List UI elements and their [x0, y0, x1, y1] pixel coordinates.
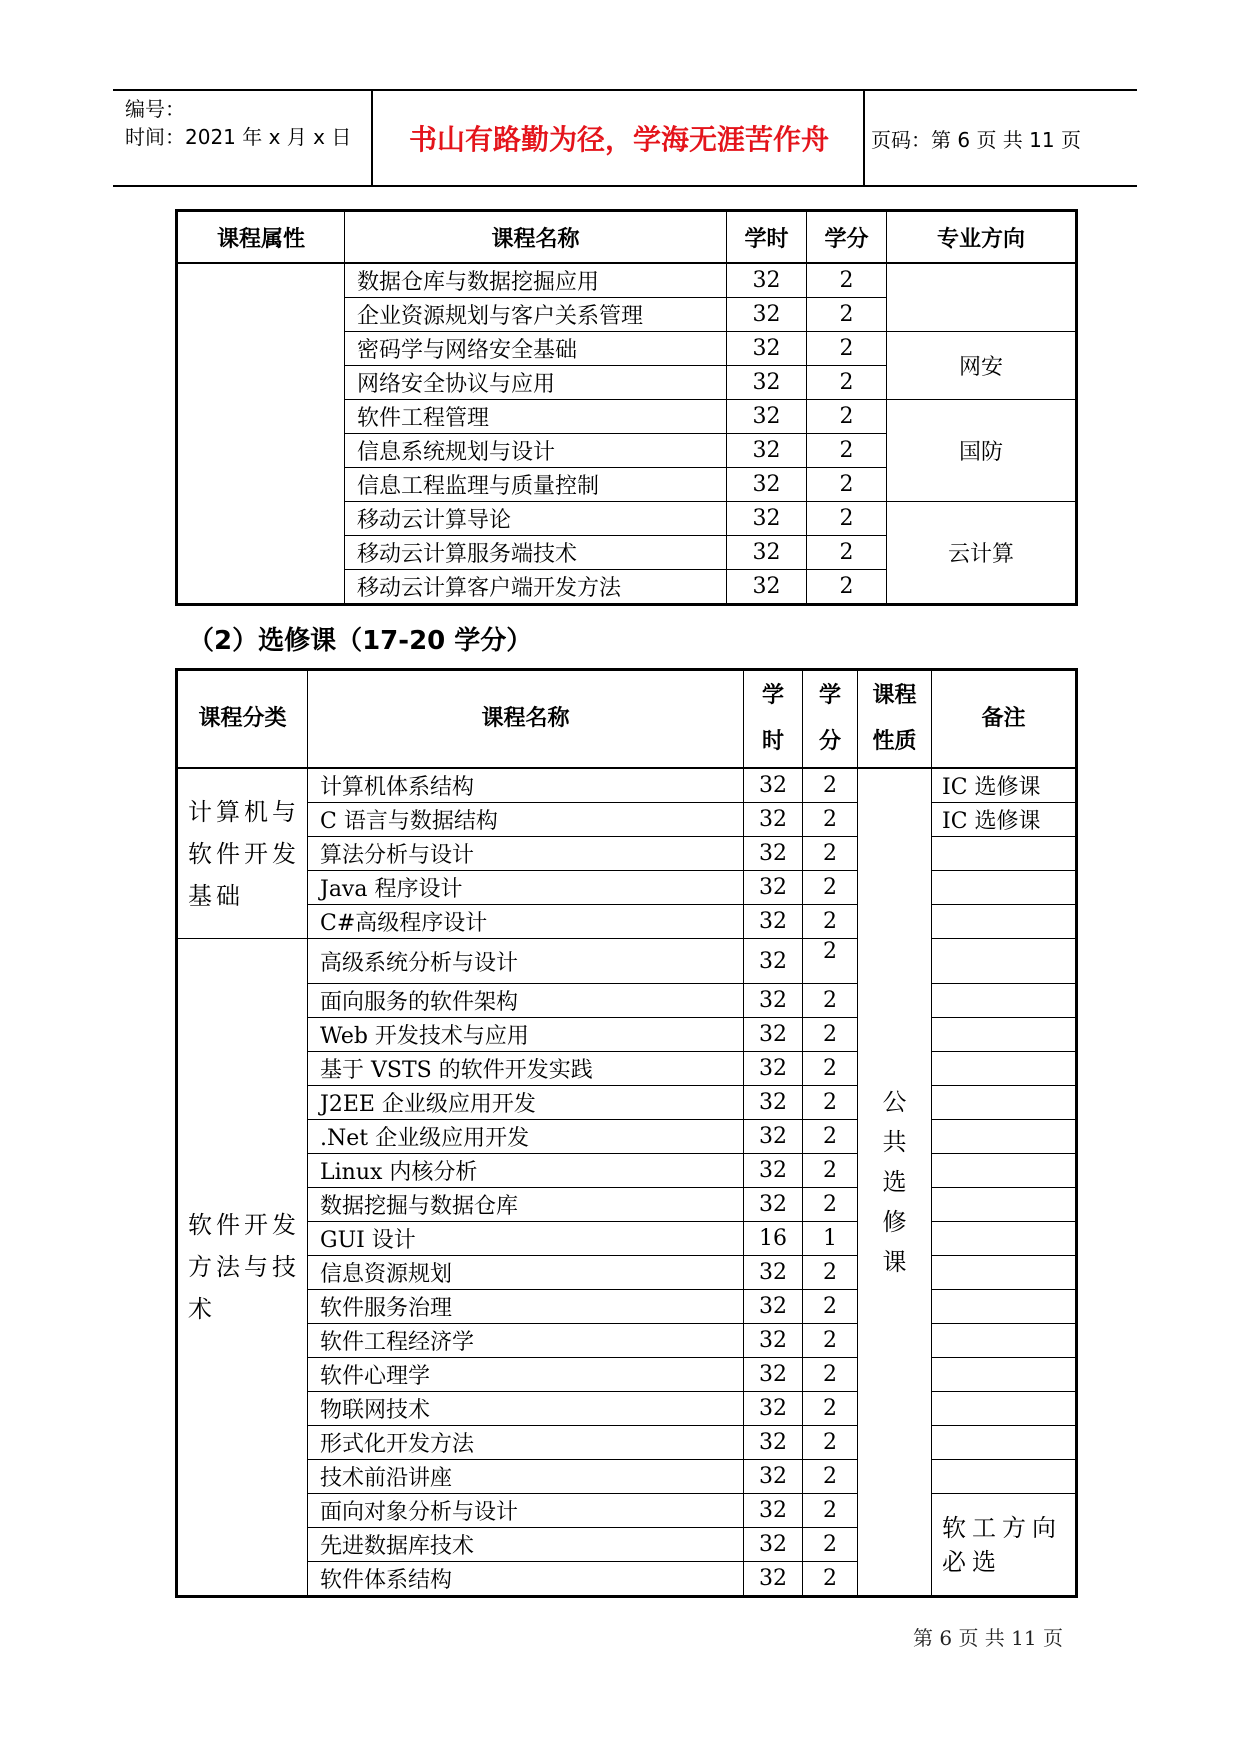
- course-credits: 2: [803, 1426, 858, 1460]
- col-header-hours: 学时: [727, 211, 807, 264]
- table-row: [177, 905, 1077, 939]
- table-header-row: [177, 670, 1077, 769]
- course-credits: 2: [803, 1562, 858, 1597]
- course-hours: 16: [744, 1222, 803, 1256]
- table-row: [177, 1358, 1077, 1392]
- nature-cell: [858, 768, 932, 1597]
- note-cell: [932, 1222, 1077, 1256]
- course-name: GUI 设计: [308, 1222, 744, 1256]
- table-row: [177, 1256, 1077, 1290]
- course-name: 信息资源规划: [308, 1256, 744, 1290]
- course-hours: 32: [744, 1120, 803, 1154]
- course-name: 企业资源规划与客户关系管理: [345, 298, 727, 332]
- course-credits: 2: [803, 871, 858, 905]
- col-header-attribute: 课程属性: [177, 211, 345, 264]
- col-header-credits: 学分: [807, 211, 887, 264]
- nature-text: 公共选修课: [882, 1088, 907, 1276]
- note-cell: [932, 1188, 1077, 1222]
- note-cell: [932, 871, 1077, 905]
- course-credits: 2: [807, 468, 887, 502]
- course-hours: 32: [744, 1018, 803, 1052]
- course-credits: 2: [807, 366, 887, 400]
- doc-number-label: 编号：: [125, 97, 185, 121]
- course-credits: 2: [803, 1494, 858, 1528]
- note-cell: [932, 1120, 1077, 1154]
- note-cell: [932, 1052, 1077, 1086]
- course-credits: 1: [803, 1222, 858, 1256]
- course-credits: 2: [807, 536, 887, 570]
- required-note-cell: 软工方向必选: [932, 1494, 1077, 1597]
- course-name: 网络安全协议与应用: [345, 366, 727, 400]
- page-footer: 第 6 页 共 11 页: [913, 1626, 1063, 1650]
- table-row: [177, 837, 1077, 871]
- course-credits: 2: [803, 1256, 858, 1290]
- course-credits: 2: [803, 984, 858, 1018]
- header-text: 学: [818, 683, 841, 708]
- course-hours: 32: [744, 803, 803, 837]
- course-name: 面向对象分析与设计: [308, 1494, 744, 1528]
- course-credits: 2: [803, 768, 858, 803]
- col-header-nature: [858, 670, 932, 769]
- course-name: 技术前沿讲座: [308, 1460, 744, 1494]
- table-row: [177, 1222, 1077, 1256]
- course-credits: 2: [803, 1018, 858, 1052]
- course-hours: 32: [744, 984, 803, 1018]
- course-name: 基于 VSTS 的软件开发实践: [308, 1052, 744, 1086]
- col-header-course-name: 课程名称: [308, 670, 744, 769]
- course-credits: 2: [803, 1460, 858, 1494]
- note-cell: [932, 837, 1077, 871]
- course-credits: 2: [807, 400, 887, 434]
- attribute-cell: [177, 263, 345, 605]
- table-row: [177, 1188, 1077, 1222]
- course-credits: 2: [803, 1358, 858, 1392]
- course-name: 软件体系结构: [308, 1562, 744, 1597]
- header-page-number: 页码：第 6 页 共 11 页: [871, 127, 1081, 152]
- header-divider: [863, 91, 865, 185]
- table-row: [177, 803, 1077, 837]
- table-row: [177, 1120, 1077, 1154]
- table-row: [177, 984, 1077, 1018]
- course-name: C#高级程序设计: [308, 905, 744, 939]
- table-row: [177, 768, 1077, 803]
- table-row: [177, 1290, 1077, 1324]
- course-name: 先进数据库技术: [308, 1528, 744, 1562]
- course-credits: 2: [803, 1154, 858, 1188]
- note-cell: [932, 1018, 1077, 1052]
- course-name: Java 程序设计: [308, 871, 744, 905]
- course-hours: 32: [744, 1392, 803, 1426]
- course-hours: 32: [744, 1324, 803, 1358]
- course-name: J2EE 企业级应用开发: [308, 1086, 744, 1120]
- note-cell: [932, 905, 1077, 939]
- note-cell: [932, 1086, 1077, 1120]
- table-row: [177, 263, 1077, 298]
- course-credits: 2: [803, 1188, 858, 1222]
- course-credits: 2: [803, 1528, 858, 1562]
- course-name: 计算机体系结构: [308, 768, 744, 803]
- col-header-note: 备注: [932, 670, 1077, 769]
- course-credits: 2: [803, 803, 858, 837]
- course-hours: 32: [727, 434, 807, 468]
- course-hours: 32: [727, 366, 807, 400]
- course-hours: 32: [727, 263, 807, 298]
- note-cell: [932, 984, 1077, 1018]
- course-credits: 2: [803, 1392, 858, 1426]
- note-cell: [932, 1460, 1077, 1494]
- course-name: 面向服务的软件架构: [308, 984, 744, 1018]
- required-courses-table: [175, 209, 1078, 606]
- course-hours: 32: [727, 332, 807, 366]
- course-name: 软件服务治理: [308, 1290, 744, 1324]
- category-cell: 软件开发方法与技术: [177, 939, 308, 1597]
- course-name: 移动云计算服务端技术: [345, 536, 727, 570]
- course-hours: 32: [744, 905, 803, 939]
- course-credits: 2: [803, 1052, 858, 1086]
- course-credits: 2: [803, 837, 858, 871]
- course-name: 高级系统分析与设计: [308, 939, 744, 984]
- note-cell: [932, 1290, 1077, 1324]
- note-cell: [932, 1358, 1077, 1392]
- note-cell: [932, 1426, 1077, 1460]
- course-hours: 32: [727, 468, 807, 502]
- course-credits: 2: [807, 298, 887, 332]
- course-hours: 32: [744, 768, 803, 803]
- course-hours: 32: [744, 1426, 803, 1460]
- course-hours: 32: [744, 1562, 803, 1597]
- table-row: [177, 1018, 1077, 1052]
- course-hours: 32: [744, 1528, 803, 1562]
- table-row: [177, 1460, 1077, 1494]
- header-text: 性质: [872, 729, 917, 754]
- course-credits: 2: [803, 1324, 858, 1358]
- col-header-course-name: 课程名称: [345, 211, 727, 264]
- course-hours: 32: [744, 1358, 803, 1392]
- course-hours: 32: [744, 871, 803, 905]
- header-text: 时: [761, 729, 784, 754]
- course-hours: 32: [744, 1154, 803, 1188]
- course-credits: 2: [807, 502, 887, 536]
- table-row: [177, 1426, 1077, 1460]
- course-name: .Net 企业级应用开发: [308, 1120, 744, 1154]
- course-hours: 32: [727, 298, 807, 332]
- course-name: C 语言与数据结构: [308, 803, 744, 837]
- table-row: [177, 1154, 1077, 1188]
- header-meta: [125, 95, 351, 151]
- course-hours: 32: [744, 1494, 803, 1528]
- course-credits: 2: [807, 570, 887, 605]
- table-row: [177, 1494, 1077, 1528]
- course-name: 移动云计算客户端开发方法: [345, 570, 727, 605]
- note-cell: [932, 939, 1077, 984]
- course-hours: 32: [727, 536, 807, 570]
- course-hours: 32: [727, 400, 807, 434]
- note-cell: [932, 1324, 1077, 1358]
- col-header-direction: 专业方向: [887, 211, 1077, 264]
- note-cell: [932, 1256, 1077, 1290]
- note-cell: IC 选修课: [932, 768, 1077, 803]
- course-hours: 32: [744, 1086, 803, 1120]
- direction-cell: [887, 263, 1077, 332]
- section-title: （2）选修课（17-20 学分）: [188, 626, 533, 656]
- table-header-row: [177, 211, 1077, 264]
- course-hours: 32: [744, 1188, 803, 1222]
- header-motto: 书山有路勤为径，学海无涯苦作舟: [408, 123, 829, 156]
- table-row: [177, 871, 1077, 905]
- category-cell: 计算机与软件开发基础: [177, 768, 308, 939]
- course-credits: 2: [803, 939, 858, 984]
- direction-cell: 网安: [887, 332, 1077, 400]
- course-name: 信息系统规划与设计: [345, 434, 727, 468]
- direction-cell: 国防: [887, 400, 1077, 502]
- course-credits: 2: [807, 263, 887, 298]
- course-name: Web 开发技术与应用: [308, 1018, 744, 1052]
- course-name: 信息工程监理与质量控制: [345, 468, 727, 502]
- elective-courses-table: [175, 668, 1078, 1598]
- course-credits: 2: [803, 905, 858, 939]
- course-name: 数据仓库与数据挖掘应用: [345, 263, 727, 298]
- course-name: 软件工程经济学: [308, 1324, 744, 1358]
- table-row: [177, 939, 1077, 984]
- course-credits: 2: [803, 1086, 858, 1120]
- course-hours: 32: [744, 1052, 803, 1086]
- course-credits: 2: [803, 1290, 858, 1324]
- course-name: 形式化开发方法: [308, 1426, 744, 1460]
- course-name: 软件工程管理: [345, 400, 727, 434]
- course-name: Linux 内核分析: [308, 1154, 744, 1188]
- course-credits: 2: [807, 332, 887, 366]
- course-hours: 32: [727, 570, 807, 605]
- col-header-category: 课程分类: [177, 670, 308, 769]
- course-hours: 32: [744, 1256, 803, 1290]
- course-credits: 2: [803, 1120, 858, 1154]
- course-name: 软件心理学: [308, 1358, 744, 1392]
- course-name: 物联网技术: [308, 1392, 744, 1426]
- note-cell: IC 选修课: [932, 803, 1077, 837]
- table-row: [177, 1086, 1077, 1120]
- doc-time-label: 时间：2021 年 x 月 x 日: [125, 125, 352, 149]
- course-hours: 32: [744, 1460, 803, 1494]
- course-hours: 32: [744, 1290, 803, 1324]
- header-text: 学: [761, 683, 784, 708]
- course-credits: 2: [807, 434, 887, 468]
- course-hours: 32: [727, 502, 807, 536]
- header-text: 课程: [872, 683, 917, 708]
- header-text: 分: [818, 729, 841, 754]
- course-name: 移动云计算导论: [345, 502, 727, 536]
- course-hours: 32: [744, 939, 803, 984]
- table-row: [177, 1052, 1077, 1086]
- col-header-credits: [803, 670, 858, 769]
- course-hours: 32: [744, 837, 803, 871]
- note-cell: [932, 1154, 1077, 1188]
- table-row: [177, 1392, 1077, 1426]
- table-row: [177, 1324, 1077, 1358]
- course-name: 算法分析与设计: [308, 837, 744, 871]
- page-header: [113, 89, 1137, 187]
- col-header-hours: [744, 670, 803, 769]
- header-divider: [371, 91, 373, 185]
- direction-cell: 云计算: [887, 502, 1077, 605]
- note-cell: [932, 1392, 1077, 1426]
- course-name: 密码学与网络安全基础: [345, 332, 727, 366]
- course-name: 数据挖掘与数据仓库: [308, 1188, 744, 1222]
